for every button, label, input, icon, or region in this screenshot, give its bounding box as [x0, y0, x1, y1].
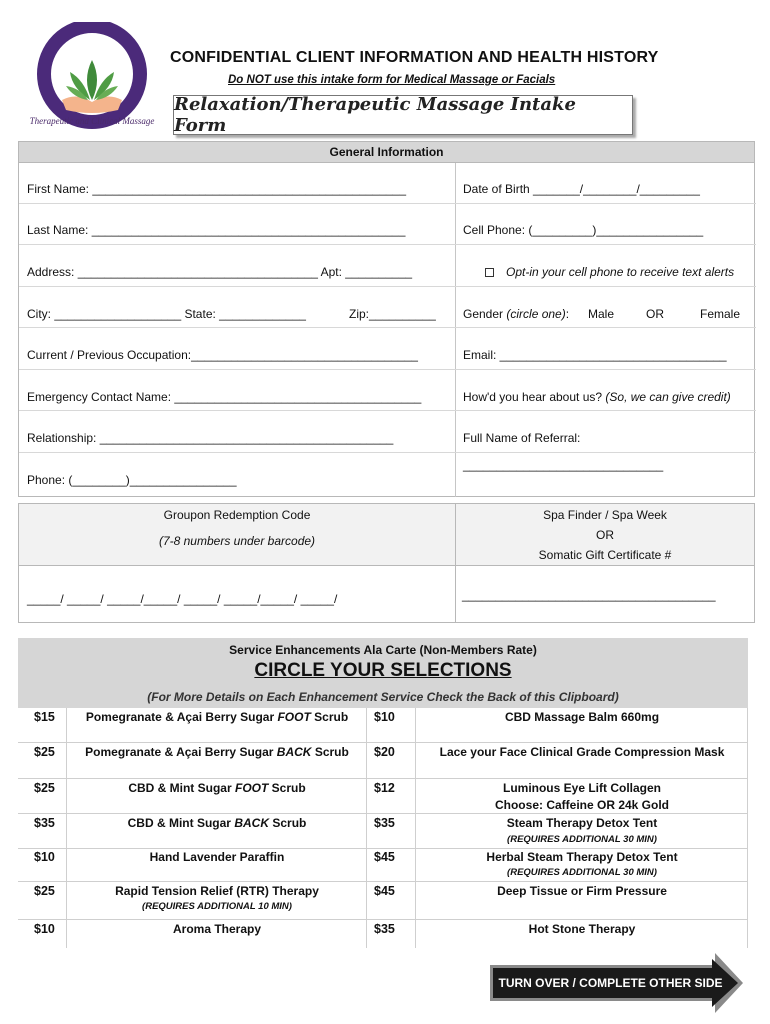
- page-title: CONFIDENTIAL CLIENT INFORMATION AND HEALTH HISTORY: [170, 49, 659, 66]
- row-divider: [19, 410, 756, 411]
- column-divider: [455, 163, 456, 497]
- voucher-section: [18, 503, 755, 623]
- gender-hint: (circle one): [506, 307, 566, 321]
- service-name: Pomegranate & Açai Berry Sugar: [85, 710, 275, 724]
- service-requirement-note: (REQUIRES ADDITIONAL 10 MIN): [142, 901, 292, 912]
- form-name: Relaxation/Therapeutic Massage Intake Form: [174, 94, 576, 136]
- gender-label: Gender: [463, 307, 504, 321]
- service-price[interactable]: $35: [374, 922, 395, 936]
- service-price[interactable]: $15: [34, 710, 55, 724]
- emergency-contact-field[interactable]: Emergency Contact Name: _____________________________________: [27, 390, 422, 404]
- first-name-field[interactable]: First Name: _______________________________________________: [27, 182, 407, 196]
- optin-label: Opt-in your cell phone to receive text alerts: [506, 265, 735, 279]
- referral-source-note: (So, we can give credit): [605, 390, 731, 404]
- row-divider: [19, 286, 756, 287]
- services-header: [18, 638, 748, 708]
- referral-name-field[interactable]: ______________________________: [463, 458, 664, 472]
- row-divider: [18, 778, 748, 779]
- service-item[interactable]: CBD Massage Balm 660mg: [504, 710, 660, 724]
- gender-field[interactable]: [463, 307, 569, 321]
- emergency-phone-field[interactable]: Phone: (________)________________: [27, 473, 237, 487]
- service-enhancements-section: [18, 638, 755, 948]
- service-price[interactable]: $25: [34, 745, 55, 759]
- service-name: CBD & Mint Sugar: [127, 816, 231, 830]
- service-area: FOOT: [277, 710, 311, 724]
- last-name-field[interactable]: Last Name: _______________________________________________: [27, 223, 406, 237]
- column-divider: [366, 708, 367, 948]
- occupation-field[interactable]: Current / Previous Occupation:__________________________________: [27, 348, 418, 362]
- date-of-birth-field[interactable]: Date of Birth _______/________/_________: [463, 182, 700, 196]
- spa-or: OR: [596, 528, 614, 542]
- service-price[interactable]: $10: [374, 710, 395, 724]
- service-item[interactable]: [68, 710, 366, 724]
- service-requirement-note: (REQUIRES ADDITIONAL 30 MIN): [507, 867, 657, 878]
- groupon-code-field[interactable]: _____/ _____/ _____/_____/ _____/ _____/_____/ _____/: [27, 592, 338, 606]
- service-price[interactable]: $45: [374, 884, 395, 898]
- relationship-field[interactable]: Relationship: ____________________________________________: [27, 431, 394, 445]
- gift-certificate-field[interactable]: ______________________________________: [462, 588, 716, 602]
- row-divider: [19, 244, 756, 245]
- service-item[interactable]: [68, 745, 366, 759]
- turn-over-label: TURN OVER / COMPLETE OTHER SIDE: [498, 976, 723, 990]
- row-divider: [18, 813, 748, 814]
- service-item[interactable]: [68, 816, 366, 830]
- service-price[interactable]: $25: [34, 781, 55, 795]
- service-name: Pomegranate & Açai Berry Sugar: [85, 745, 274, 759]
- email-field[interactable]: Email: __________________________________: [463, 348, 727, 362]
- service-price[interactable]: $10: [34, 922, 55, 936]
- service-item[interactable]: Hot Stone Therapy: [528, 922, 636, 936]
- service-item[interactable]: Deep Tissue or Firm Pressure: [497, 884, 667, 898]
- gender-male-option[interactable]: Male: [588, 307, 615, 321]
- row-divider: [19, 452, 756, 453]
- service-item[interactable]: Luminous Eye Lift Collagen: [502, 781, 661, 795]
- services-heading: Service Enhancements Ala Carte (Non-Members Rate): [229, 643, 537, 657]
- service-item[interactable]: Steam Therapy Detox Tent: [506, 816, 658, 830]
- service-option-line: Choose: Caffeine OR 24k Gold: [494, 798, 670, 812]
- general-information-section: [18, 141, 755, 497]
- service-requirement-note: (REQUIRES ADDITIONAL 30 MIN): [507, 834, 657, 845]
- row-divider: [18, 881, 748, 882]
- service-area: FOOT: [235, 781, 269, 795]
- referral-source-label: How'd you hear about us?: [463, 390, 603, 404]
- service-suffix: Scrub: [272, 816, 307, 830]
- service-item[interactable]: Aroma Therapy: [172, 922, 262, 936]
- gender-female-option[interactable]: Female: [700, 307, 741, 321]
- service-price[interactable]: $12: [374, 781, 395, 795]
- groupon-title: Groupon Redemption Code: [163, 508, 311, 522]
- page-subtitle: Do NOT use this intake form for Medical Massage or Facials: [228, 74, 556, 86]
- service-item[interactable]: Herbal Steam Therapy Detox Tent: [486, 850, 678, 864]
- service-item[interactable]: Hand Lavender Paraffin: [149, 850, 285, 864]
- row-divider: [19, 369, 756, 370]
- zip-field[interactable]: Zip:__________: [349, 307, 436, 321]
- gender-or: OR: [646, 307, 664, 321]
- service-price[interactable]: $35: [374, 816, 395, 830]
- gender-colon: :: [565, 307, 570, 321]
- service-price[interactable]: $20: [374, 745, 395, 759]
- service-item[interactable]: Rapid Tension Relief (RTR) Therapy: [115, 884, 319, 898]
- row-divider: [19, 327, 756, 328]
- spa-finder-title: Spa Finder / Spa Week: [543, 508, 667, 522]
- service-item[interactable]: [68, 781, 366, 795]
- service-price[interactable]: $45: [374, 850, 395, 864]
- cell-phone-field[interactable]: Cell Phone: (_________)________________: [463, 223, 704, 237]
- services-details-note: (For More Details on Each Enhancement Service Check the Back of this Clipboard): [147, 690, 619, 704]
- service-name: CBD & Mint Sugar: [128, 781, 232, 795]
- row-divider: [18, 848, 748, 849]
- service-suffix: Scrub: [314, 745, 349, 759]
- optin-row[interactable]: [485, 265, 734, 279]
- service-suffix: Scrub: [271, 781, 306, 795]
- city-state-field[interactable]: City: ___________________ State: _____________: [27, 307, 306, 321]
- service-area: BACK: [234, 816, 269, 830]
- row-divider: [19, 565, 754, 566]
- general-information-heading: General Information: [19, 142, 754, 163]
- address-field[interactable]: Address: ____________________________________ Apt: __________: [27, 265, 413, 279]
- service-suffix: Scrub: [314, 710, 349, 724]
- service-area: BACK: [276, 745, 312, 759]
- groupon-note: (7-8 numbers under barcode): [158, 534, 316, 548]
- optin-checkbox[interactable]: [485, 268, 494, 277]
- form-name-box: [173, 95, 633, 135]
- price-column-divider: [415, 708, 416, 948]
- circle-selections-title: CIRCLE YOUR SELECTIONS: [254, 660, 512, 681]
- referral-name-label: Full Name of Referral:: [463, 431, 581, 445]
- referral-source-field[interactable]: [463, 390, 731, 404]
- row-divider: [18, 919, 748, 920]
- service-price[interactable]: $10: [34, 850, 55, 864]
- gift-certificate-title: Somatic Gift Certificate #: [538, 548, 672, 562]
- service-price[interactable]: $25: [34, 884, 55, 898]
- price-column-divider: [66, 708, 67, 948]
- service-price[interactable]: $35: [34, 816, 55, 830]
- row-divider: [19, 203, 756, 204]
- service-item[interactable]: Lace your Face Clinical Grade Compression Mask: [439, 745, 725, 759]
- column-divider: [747, 708, 748, 948]
- logo-tagline: Therapeutic and Clinical Massage: [29, 116, 155, 126]
- row-divider: [18, 742, 748, 743]
